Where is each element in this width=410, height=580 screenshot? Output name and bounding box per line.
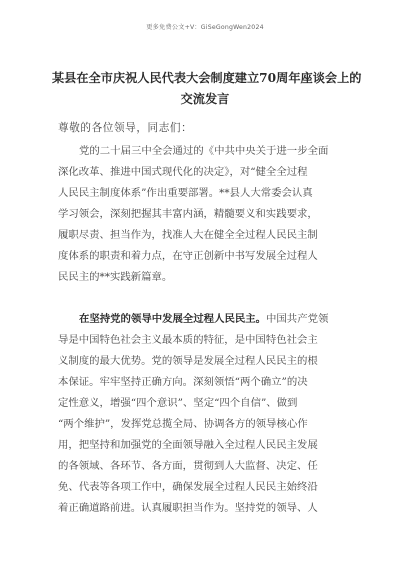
paragraph-2-first-line xyxy=(58,309,354,330)
paragraph-1-line: 党的二十届三中全会通过的《中共中央关于进一步全面 xyxy=(79,145,329,157)
paragraph-1-line: 学习领会，深刻把握其丰富内涵，精髓要义和实践要求， xyxy=(58,208,318,220)
paragraph-2-line: 用，把坚持和加强党的全面领导融入全过程人民民主发展 xyxy=(58,439,318,451)
header-note: 更多免费公文+V：GiSeGongWen2024 xyxy=(146,24,264,31)
paragraph-2-first-line-rest: 中国共产党领 xyxy=(266,313,329,325)
paragraph-2-line: 着正确道路前进。认真履职担当作为。坚持党的领导、人 xyxy=(58,502,318,514)
paragraph-1-line: 民民主的**实践新篇章。 xyxy=(58,271,173,283)
paragraph-2-line: 义制度的最大优势。党的领导是发展全过程人民民主的根 xyxy=(58,355,318,367)
paragraph-2-line: 定性意义，增强“四个意识”、坚定“四个自信”、做到 xyxy=(58,397,298,409)
paragraph-1-line: 度体系的职责和着力点，在守正创新中书写发展全过程人 xyxy=(58,250,318,262)
paragraph-1-line: 履职尽责、担当作为，找准人大在健全全过程人民民主制 xyxy=(58,229,318,241)
paragraph-2-line: “两个维护”，发挥党总揽全局、协调各方的领导核心作 xyxy=(58,418,308,430)
title-line-1: 某县在全市庆祝人民代表大会制度建立70周年座谈会上的 xyxy=(52,71,362,85)
paragraph-2 xyxy=(58,309,354,519)
paragraph-2-line: 的各领域、各环节、各方面，贯彻到人大监督、决定、任 xyxy=(58,460,318,472)
document-title xyxy=(52,68,362,110)
paragraph-2-heading: 在坚持党的领导中发展全过程人民民主。 xyxy=(79,313,267,325)
greeting: 尊敬的各位领导，同志们： xyxy=(58,122,193,134)
paragraph-1-line: 人民民主制度体系”作出重要部署。**县人大常委会认真 xyxy=(58,187,313,199)
paragraph-1-line: 深化改革、推进中国式现代化的决定》，对“健全全过程 xyxy=(58,166,308,178)
paragraph-2-line: 本保证。牢牢坚持正确方向。深刻领悟“两个确立”的决 xyxy=(58,376,308,388)
paragraph-2-line: 免、代表等各项工作中，确保发展全过程人民民主始终沿 xyxy=(58,481,318,493)
title-line-2: 交流发言 xyxy=(180,92,230,106)
paragraph-1 xyxy=(58,141,354,288)
paragraph-2-line: 导是中国特色社会主义最本质的特征，是中国特色社会主 xyxy=(58,334,318,346)
